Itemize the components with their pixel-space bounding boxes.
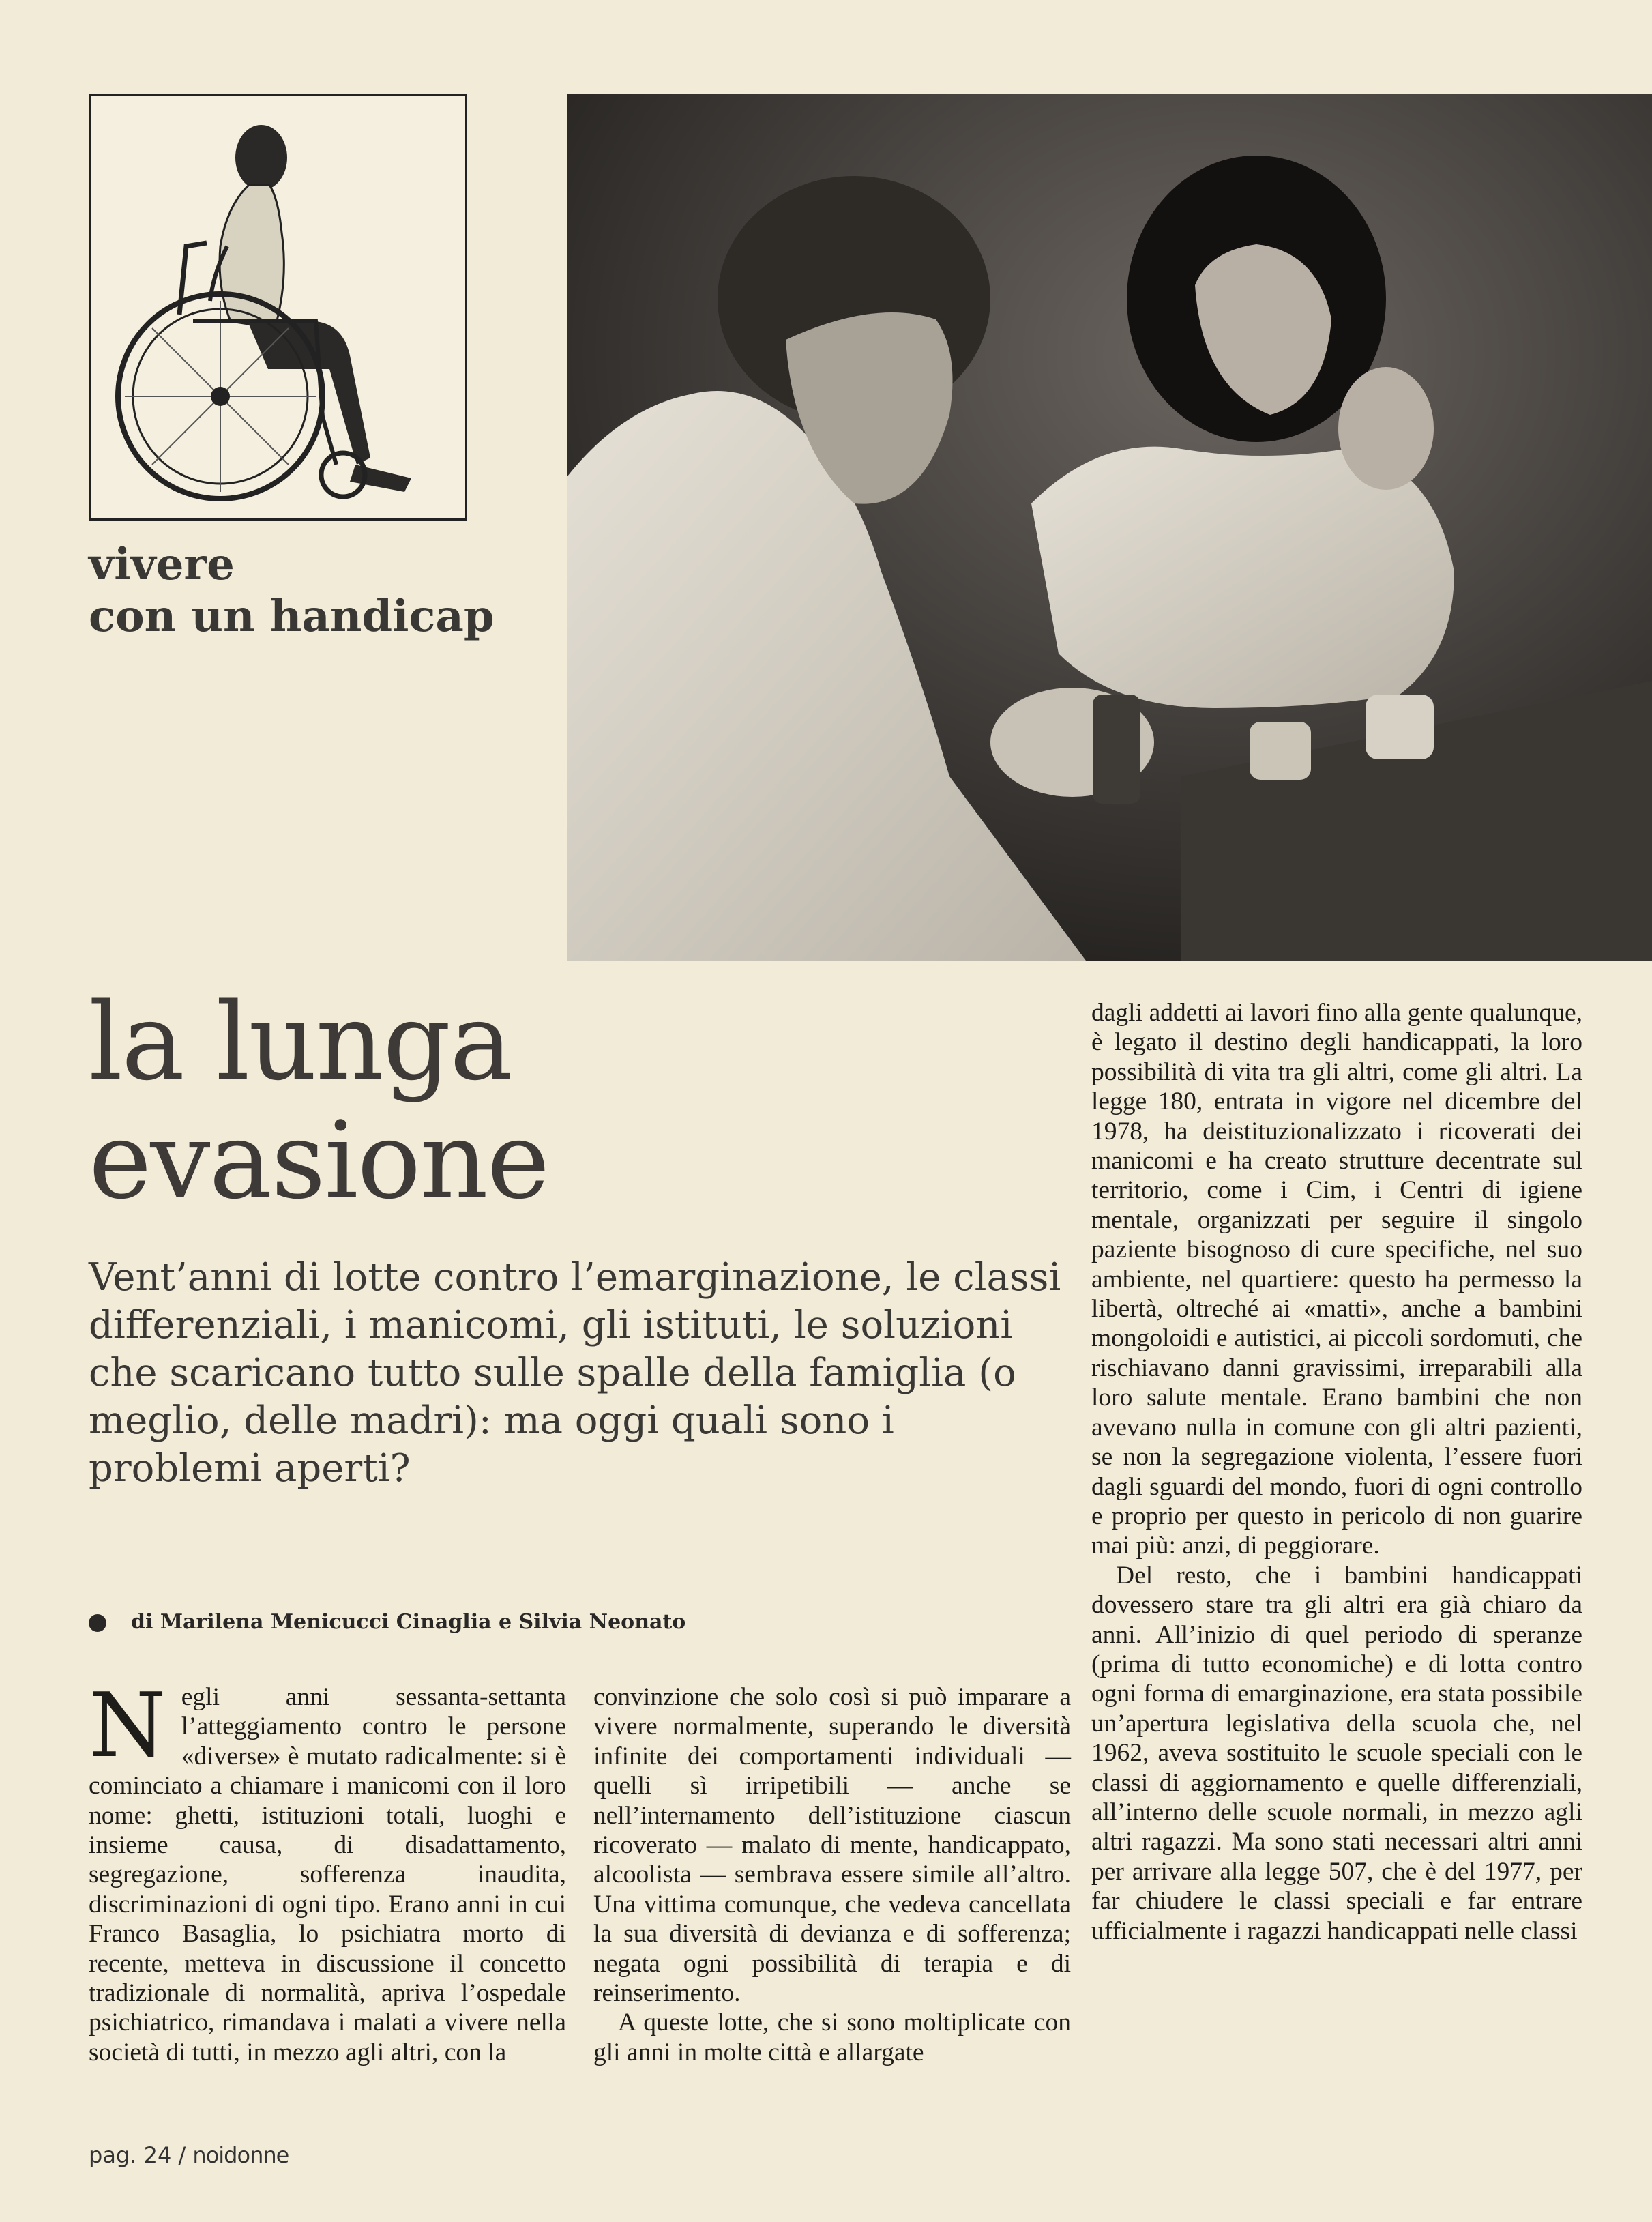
- magazine-name: noidonne: [192, 2142, 289, 2168]
- footer-separator: /: [178, 2142, 186, 2168]
- body-column-3: [1091, 998, 1582, 1946]
- kicker-line-2: con un handicap: [89, 591, 495, 642]
- wheelchair-icon: [91, 96, 465, 518]
- page-number: pag. 24: [89, 2142, 172, 2168]
- page-footer: [89, 2142, 289, 2168]
- bullet-icon: [89, 1614, 106, 1632]
- kicker-line-1: vivere: [89, 539, 235, 590]
- children-photo: [567, 94, 1652, 961]
- section-kicker: [89, 539, 525, 643]
- wheelchair-illustration: [89, 94, 467, 521]
- paragraph: convinzione che solo così si può imparare a vivere normalmente, superando le diversità infinite dei comportamenti individuali — quelli sì irripetibili — anche se nell’internamento dell’istituzione ciascun ricoverato — malato di mente, handicappato, alcoolista — sembrava essere simile all’altro. Una vittima comunque, che vedeva cancellata la sua diversità di devianza e di sofferenza; negata ogni possibilità di terapia e di reinserimento.: [593, 1683, 1071, 2008]
- byline-text: di Marilena Menicucci Cinaglia e Silvia Neonato: [131, 1610, 686, 1634]
- paragraph: Del resto, che i bambini handicappati dovessero stare tra gli altri era già chiaro da anni. All’inizio di quel periodo di speranze (prima di tutto economiche) e di lotta contro ogni forma di emarginazione, era stata possibile un’apertura legislativa della scuola che, nel 1962, aveva sostituito le scuole speciali con le classi di aggiornamento e quelle differenziali, all’interno delle scuole normali, in mezzo agli altri ragazzi. Ma sono stati necessari altri anni per arrivare alla legge 507, che è del 1977, per far chiudere le classi speciali e far entrare ufficialmente i ragazzi handicappati nelle classi: [1091, 1561, 1582, 1945]
- article-byline: [89, 1610, 1078, 1634]
- article-headline: [89, 980, 1044, 1223]
- body-column-2: [593, 1682, 1071, 2067]
- headline-line-1: la lunga: [89, 980, 512, 1104]
- paragraph: egli anni sessanta-settanta l’atteggiamento contro le persone «diverse» è mutato radicalmente: si è cominciato a chiamare i manicomi con il loro nome: ghetti, istituzioni totali, luoghi e insieme causa, di disadattamento, segregazione, sofferenza inaudita, discriminazioni di ogni tipo. Erano anni in cui Franco Basaglia, lo psichiatra morto di recente, metteva in discussione il concetto tradizionale di normalità, apriva l’ospedale psichiatrico, rimandava i malati a vivere nella società di tutti, in mezzo agli altri, con la: [89, 1683, 566, 2066]
- body-column-1: [89, 1673, 566, 2067]
- headline-line-2: evasione: [89, 1098, 549, 1223]
- paragraph: dagli addetti ai lavori fino alla gente qualunque, è legato il destino degli handicappati, la loro possibilità di vita tra gli altri, come gli altri. La legge 180, entrata in vigore nel dicembre del 1978, ha deistituzionalizzato i ricoverati dei manicomi e ha creato strutture decentrate sul territorio, come i Cim, i Centri di igiene mentale, organizzati per seguire il singolo paziente bisognoso di cure specifiche, nel suo ambiente, nel quartiere: questo ha permesso la libertà, oltreché ai «matti», anche a bambini mongoloidi e autistici, ai piccoli sordomuti, che rischiavano danni gravissimi, irreparabili alla loro salute mentale. Erano bambini che non avevano nulla in comune con gli altri pazienti, se non la segregazione violenta, l’essere fuori dagli sguardi del mondo, fuori di ogni controllo e proprio per questo in pericolo di non guarire mai più: anzi, di peggiorare.: [1091, 999, 1582, 1560]
- photo-image: [567, 94, 1652, 961]
- drop-cap: N: [89, 1673, 166, 1777]
- article-subtitle: Vent’anni di lotte contro l’emarginazione, le classi differenziali, i manicomi, gli istituti, le soluzioni che scaricano tutto sulle spalle della famiglia (o meglio, delle madri): ma oggi quali sono i problemi aperti?: [89, 1255, 1061, 1491]
- paragraph: A queste lotte, che si sono moltiplicate con gli anni in molte città e allargate: [593, 2008, 1071, 2066]
